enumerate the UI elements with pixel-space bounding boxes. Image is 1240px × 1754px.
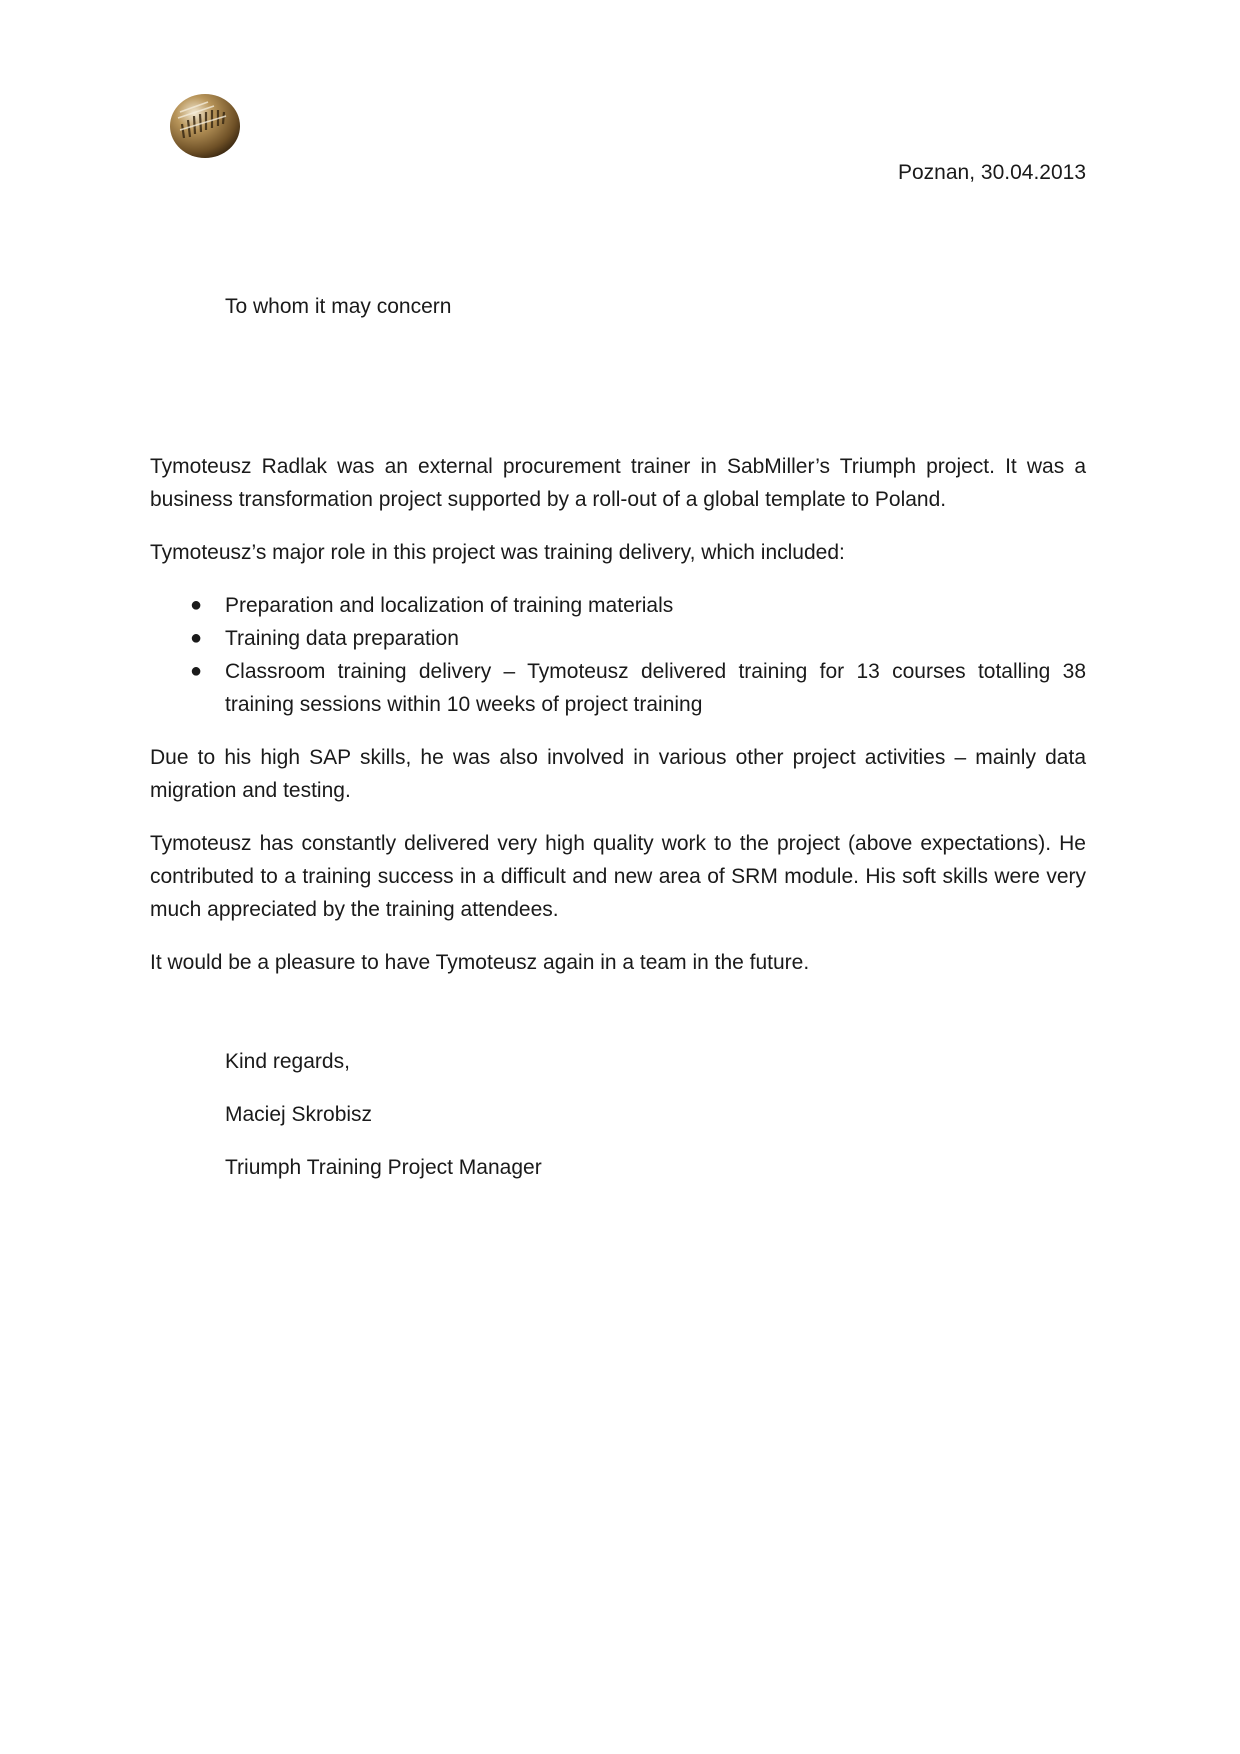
signatory-name: Maciej Skrobisz — [225, 1103, 373, 1126]
training-duties-list — [150, 589, 1086, 721]
list-item-text: Training data preparation — [225, 627, 459, 650]
letter-date: Poznan, 30.04.2013 — [898, 161, 1086, 184]
bullet-icon: ● — [190, 594, 203, 616]
list-item-text: Classroom training delivery – Tymoteusz delivered training for 13 courses totalling 38 training sessions within 10 weeks of project training — [225, 660, 1086, 716]
closing-regards: Kind regards, — [225, 1050, 350, 1073]
closing-block — [225, 1045, 542, 1204]
paragraph-role: Tymoteusz’s major role in this project was training delivery, which included: — [150, 541, 845, 564]
bullet-icon: ● — [190, 627, 203, 649]
globe-logo-icon — [168, 90, 242, 160]
salutation: To whom it may concern — [225, 295, 452, 318]
signatory-title: Triumph Training Project Manager — [225, 1156, 542, 1179]
list-item — [150, 622, 1086, 655]
list-item — [150, 655, 1086, 721]
bullet-icon: ● — [190, 660, 203, 682]
letter-body — [150, 450, 1086, 999]
paragraph-skills: Due to his high SAP skills, he was also involved in various other project activities – mainly data migration and testing. — [150, 746, 1086, 802]
list-item — [150, 589, 1086, 622]
paragraph-future: It would be a pleasure to have Tymoteusz again in a team in the future. — [150, 951, 810, 974]
paragraph-quality: Tymoteusz has constantly delivered very high quality work to the project (above expectations). He contributed to a training success in a difficult and new area of SRM module. His soft skills were very much appreciated by the training attendees. — [150, 832, 1086, 921]
paragraph-intro: Tymoteusz Radlak was an external procurement trainer in SabMiller’s Triumph project. It was a business transformation project supported by a roll-out of a global template to Poland. — [150, 455, 1086, 511]
list-item-text: Preparation and localization of training materials — [225, 594, 674, 617]
